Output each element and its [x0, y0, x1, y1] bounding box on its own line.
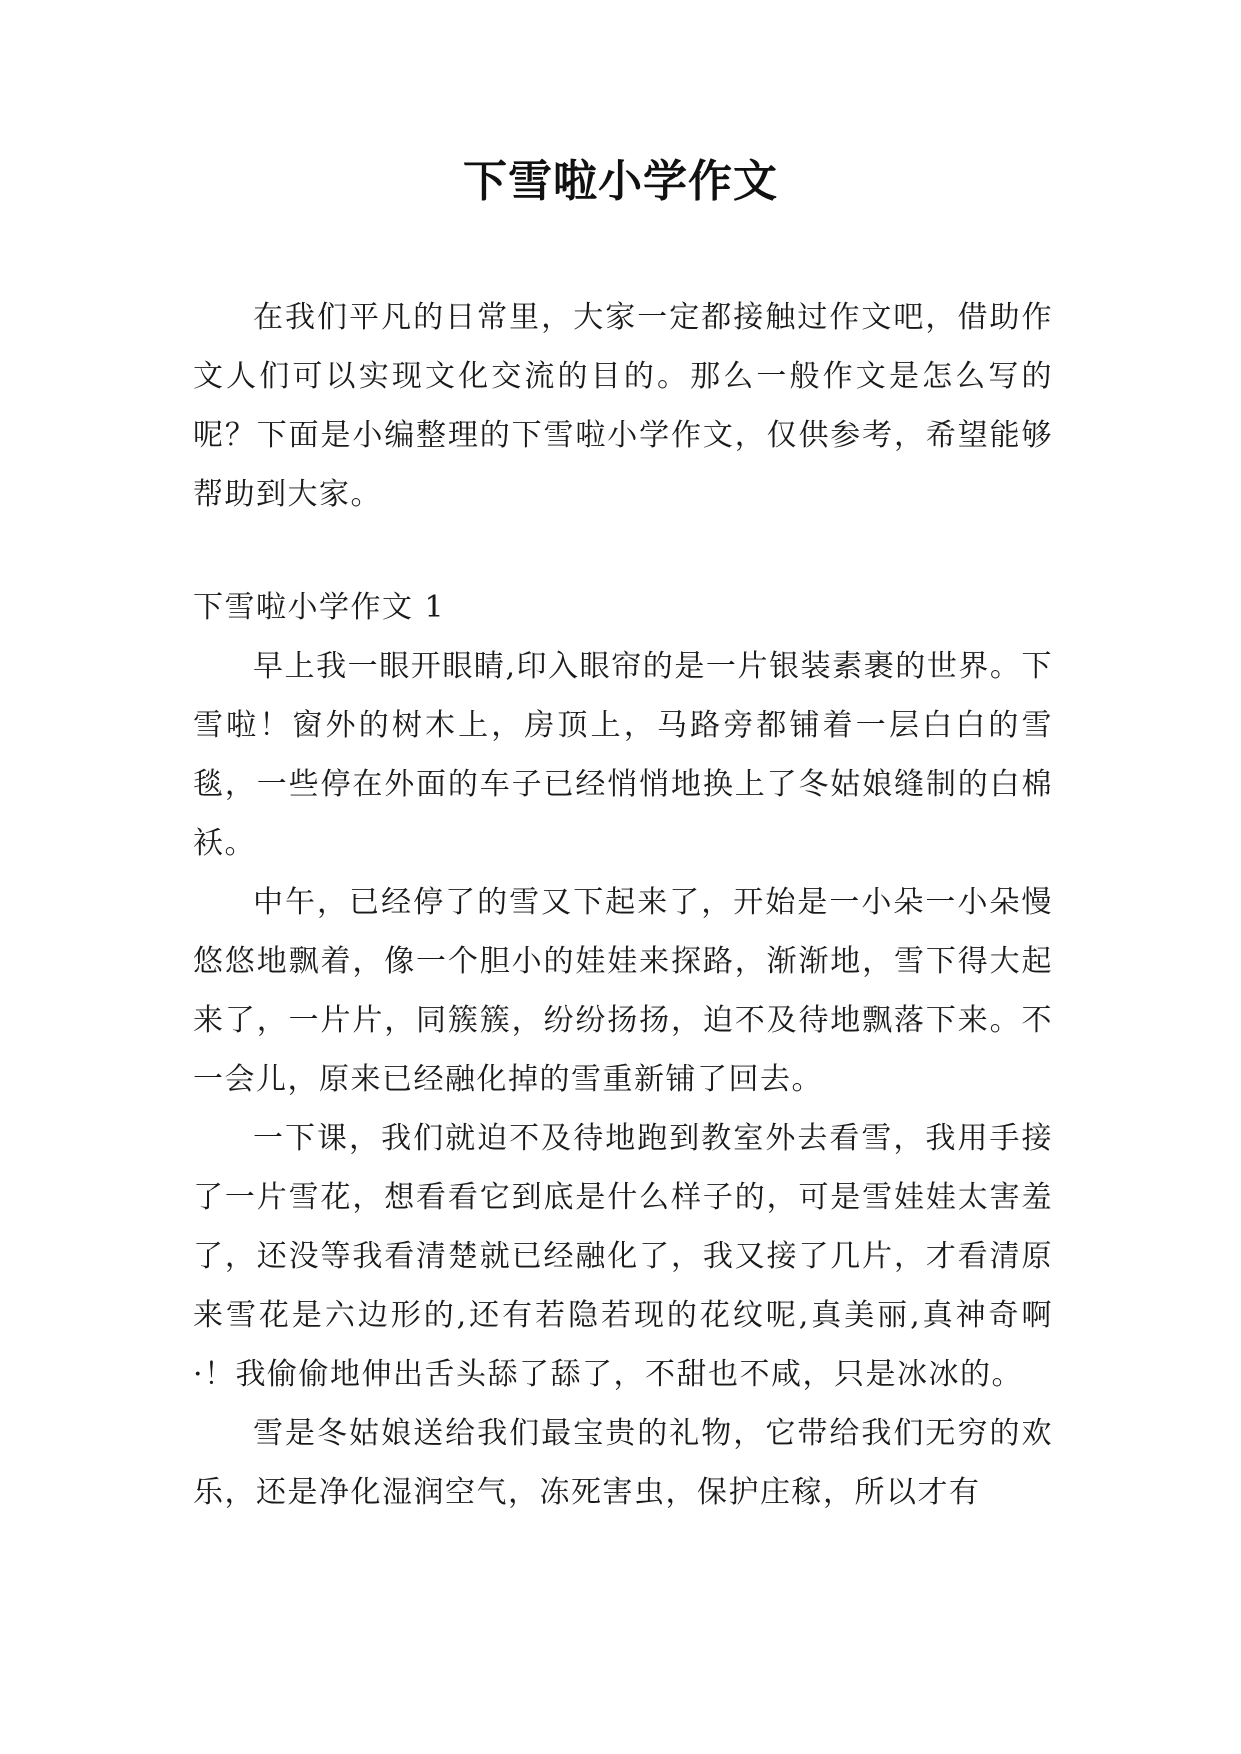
document-title: 下雪啦小学作文	[463, 156, 778, 207]
essay-paragraph-4: 雪是冬姑娘送给我们最宝贵的礼物，它带给我们无穷的欢乐，还是净化湿润空气，冻死害虫，保护庄稼，所以才有	[193, 1416, 1053, 1510]
intro-block	[193, 288, 1053, 524]
essay-paragraph-1: 早上我一眼开眼睛,印入眼帘的是一片银装素裹的世界。下雪啦！窗外的树木上，房顶上，马路旁都铺着一层白白的雪毯，一些停在外面的车子已经悄悄地换上了冬姑娘缝制的白棉袄。	[193, 649, 1053, 861]
intro-paragraph: 在我们平凡的日常里，大家一定都接触过作文吧，借助作文人们可以实现文化交流的目的。那么一般作文是怎么写的呢？下面是小编整理的下雪啦小学作文，仅供参考，希望能够帮助到大家。	[193, 300, 1053, 512]
essay-paragraph-3: 一下课，我们就迫不及待地跑到教室外去看雪，我用手接了一片雪花，想看看它到底是什么样子的，可是雪娃娃太害羞了，还没等我看清楚就已经融化了，我又接了几片，才看清原来雪花是六边形的,还有若隐若现的花纹呢,真美丽,真神奇啊·！我偷偷地伸出舌头舔了舔了，不甜也不咸，只是冰冰的。	[193, 1121, 1053, 1392]
section-heading: 下雪啦小学作文 1	[193, 590, 446, 625]
essay-section-1	[193, 578, 1053, 1522]
essay-paragraph-2: 中午，已经停了的雪又下起来了，开始是一小朵一小朵慢悠悠地飘着，像一个胆小的娃娃来探路，渐渐地，雪下得大起来了，一片片，同簇簇，纷纷扬扬，迫不及待地飘落下来。不一会儿，原来已经融化掉的雪重新铺了回去。	[193, 885, 1053, 1097]
